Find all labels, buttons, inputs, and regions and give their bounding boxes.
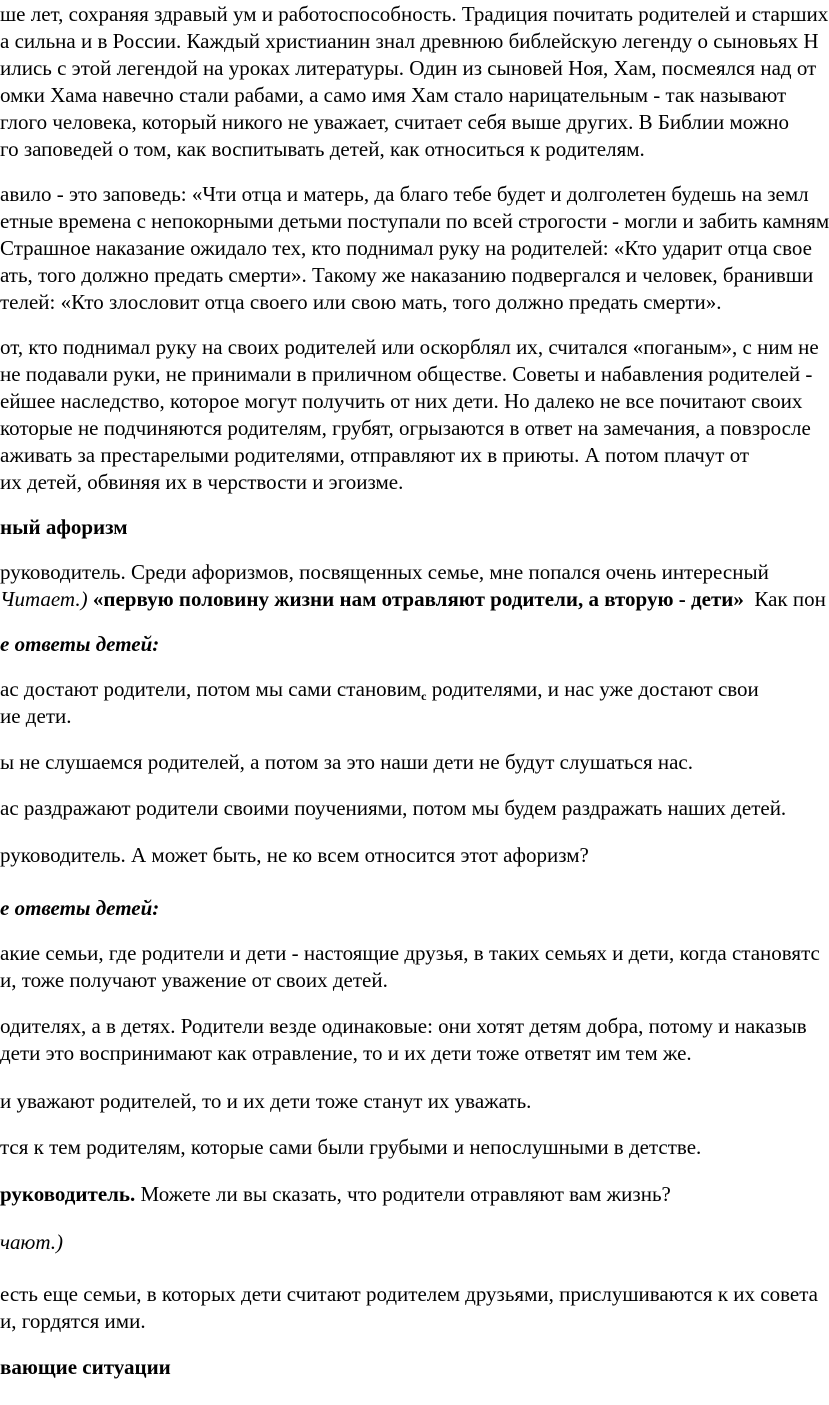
aphorism-quote: «первую половину жизни нам отравляют родители, а вторую - дети» [92, 587, 744, 611]
paragraph-line: Страшное наказание ожидало тех, кто поднимал руку на родителей: «Кто ударит отца свое [0, 236, 812, 260]
answer-line: ие дети. [0, 704, 72, 728]
paragraph-line: го заповедей о том, как воспитывать детей, как относиться к родителям. [0, 137, 645, 161]
paragraph-line: ейшее наследство, которое могут получить от них дети. Но далеко не все почитают своих [0, 389, 803, 413]
answer-line [0, 677, 759, 708]
teacher-question-2 [0, 1182, 671, 1206]
answers-heading: е ответы детей: [0, 896, 160, 920]
paragraph-line: омки Хама навечно стали рабами, а само имя Хам стало нарицательным - так называют [0, 83, 787, 107]
paragraph-line: телей: «Кто злословит отца своего или свою мать, того должно предать смерти». [0, 290, 722, 314]
answer-line: одителях, а в детях. Родители везде одинаковые: они хотят детям добра, потому и наказыв [0, 1014, 807, 1038]
answer-text: ас достают родители, потом мы сами становим [0, 677, 422, 701]
paragraph-line: ать, того должно предать смерти». Такому же наказанию подвергался и человек, бранивши [0, 263, 814, 287]
aphorism-line [0, 587, 826, 611]
question-text: Можете ли вы сказать, что родители отравляют вам жизнь? [135, 1182, 671, 1206]
answer-subscript: с [421, 689, 427, 703]
answer-line: акие семьи, где родители и дети - настоящие друзья, в таких семьях и дети, когда становятс [0, 941, 820, 965]
paragraph-line: аживать за престарелыми родителями, отправляют их в приюты. А потом плачут от [0, 443, 750, 467]
answer-text: родителями, и нас уже достают свои [426, 677, 759, 701]
paragraph-line: ились с этой легендой на уроках литературы. Один из сыновей Ноя, Хам, посмеялся над от [0, 56, 817, 80]
answer-line: тся к тем родителям, которые сами были грубыми и непослушными в детстве. [0, 1135, 702, 1159]
stage-direction: Читает.) [0, 587, 88, 611]
stage-direction: чают.) [0, 1230, 63, 1254]
paragraph-line: глого человека, который никого не уважает, считает себя выше других. В Библии можно [0, 110, 790, 134]
answers-heading: е ответы детей: [0, 632, 160, 656]
paragraph-line: от, кто поднимал руку на своих родителей или оскорблял их, считался «поганым», с ним не [0, 335, 819, 359]
answer-line: и, тоже получают уважение от своих детей. [0, 968, 388, 992]
paragraph-line: их детей, обвиняя их в черствости и эгоизме. [0, 470, 404, 494]
answer-line: и уважают родителей, то и их дети тоже станут их уважать. [0, 1089, 532, 1113]
aphorism-intro: руководитель. Среди афоризмов, посвященных семье, мне попался очень интересный [0, 560, 769, 584]
paragraph-line: а сильна и в России. Каждый христианин знал древнюю библейскую легенду о сыновьях Н [0, 29, 819, 53]
paragraph-line: авило - это заповедь: «Чти отца и матерь, да благо тебе будет и долголетен будешь на земл [0, 182, 809, 206]
section-heading-situations: вающие ситуации [0, 1355, 171, 1379]
paragraph-line: не подавали руки, не принимали в приличном обществе. Советы и набавления родителей - [0, 362, 813, 386]
teacher-question: руководитель. А может быть, не ко всем относится этот афоризм? [0, 843, 589, 867]
paragraph-line: есть еще семьи, в которых дети считают родителем друзьями, прислушиваются к их совета [0, 1282, 818, 1306]
answer-line: дети это воспринимают как отравление, то и их дети тоже ответят им тем же. [0, 1041, 692, 1065]
paragraph-line: которые не подчиняются родителям, грубят, огрызаются в ответ на замечания, а повзросле [0, 416, 811, 440]
answer-line: ас раздражают родители своими поучениями, потом мы будем раздражать наших детей. [0, 796, 787, 820]
speaker-label: руководитель. [0, 1182, 136, 1206]
aphorism-tail: Как пон [754, 587, 826, 611]
section-heading-aphorism: ный афоризм [0, 515, 128, 539]
answer-line: ы не слушаемся родителей, а потом за это наши дети не будут слушаться нас. [0, 750, 693, 774]
paragraph-line: и, гордятся ими. [0, 1309, 146, 1333]
paragraph-line: ше лет, сохраняя здравый ум и работоспособность. Традиция почитать родителей и старших [0, 2, 829, 26]
paragraph-line: етные времена с непокорными детьми поступали по всей строгости - могли и забить камням [0, 209, 829, 233]
